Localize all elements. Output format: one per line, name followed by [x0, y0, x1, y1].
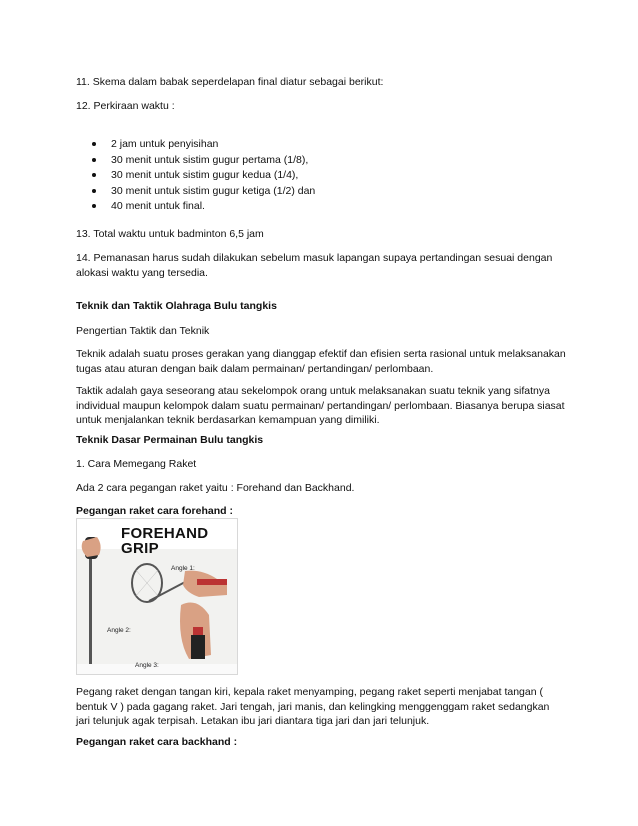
- list-item: 2 jam untuk penyisihan: [92, 137, 315, 153]
- list-item: 30 menit untuk sistim gugur ketiga (1/2) dan: [92, 184, 315, 200]
- para-forehand-line-2: bentuk V ) pada gagang raket. Jari tengah, jari manis, dan kelingking menggenggam raket sedangkan: [76, 701, 550, 713]
- list-item: 40 menit untuk final.: [92, 199, 315, 215]
- para-forehand-line-3: jari telunjuk agak terpisah. Letakan ibu jari diantara tiga jari dan jari telunjuk.: [76, 715, 430, 727]
- forehand-grip-image: [76, 518, 238, 675]
- bullet-icon: [92, 142, 96, 146]
- para-forehand-line-1: Pegang raket dengan tangan kiri, kepala raket menyamping, pegang raket seperti menjabat tangan (: [76, 686, 543, 698]
- bullet-icon: [92, 173, 96, 177]
- heading-teknik-dasar: Teknik Dasar Permainan Bulu tangkis: [76, 434, 264, 446]
- bullet-icon: [92, 158, 96, 162]
- subheading-pengertian: Pengertian Taktik dan Teknik: [76, 325, 210, 337]
- para-teknik-line-1: Teknik adalah suatu proses gerakan yang dianggap efektif dan efisien serta rasional untuk melaksanakan: [76, 348, 566, 360]
- item-11: 11. Skema dalam babak seperdelapan final diatur sebagai berikut:: [76, 76, 384, 88]
- heading-forehand: Pegangan raket cara forehand :: [76, 505, 233, 517]
- step-1: 1. Cara Memegang Raket: [76, 458, 197, 470]
- item-14-line-2: alokasi waktu yang tersedia.: [76, 267, 208, 279]
- list-item: 30 menit untuk sistim gugur kedua (1/4),: [92, 168, 315, 184]
- para-taktik-line-3: untuk menjalankan teknik berdasarkan kemampuan yang dimiliki.: [76, 414, 380, 426]
- item-14-line-1: 14. Pemanasan harus sudah dilakukan sebelum masuk lapangan supaya pertandingan sesuai dengan: [76, 252, 553, 264]
- item-12: 12. Perkiraan waktu :: [76, 100, 175, 112]
- para-taktik-line-1: Taktik adalah gaya seseorang atau sekelompok orang untuk melaksanakan suatu teknik yang sifatnya: [76, 385, 550, 397]
- para-teknik-line-2: tugas atau aturan dengan baik dalam permainan/ pertandingan/ perlombaan.: [76, 363, 434, 375]
- bullet-icon: [92, 189, 96, 193]
- heading-teknik-taktik: Teknik dan Taktik Olahraga Bulu tangkis: [76, 300, 277, 312]
- angle-2-label: Angle 2:: [107, 627, 131, 634]
- heading-backhand: Pegangan raket cara backhand :: [76, 736, 238, 748]
- angle-1-label: Angle 1:: [171, 565, 195, 572]
- para-cara-pegangan: Ada 2 cara pegangan raket yaitu : Forehand dan Backhand.: [76, 482, 355, 494]
- figure-title: FOREHAND GRIP: [121, 525, 209, 557]
- bullet-icon: [92, 204, 96, 208]
- item-13: 13. Total waktu untuk badminton 6,5 jam: [76, 228, 264, 240]
- para-taktik-line-2: individual maupun kelompok dalam suatu permainan/ pertandingan/ perlombaan. Biasanya berupa siasat: [76, 400, 565, 412]
- angle-3-label: Angle 3:: [135, 662, 159, 669]
- list-item: 30 menit untuk sistim gugur pertama (1/8),: [92, 153, 315, 169]
- time-estimate-list: [92, 137, 315, 215]
